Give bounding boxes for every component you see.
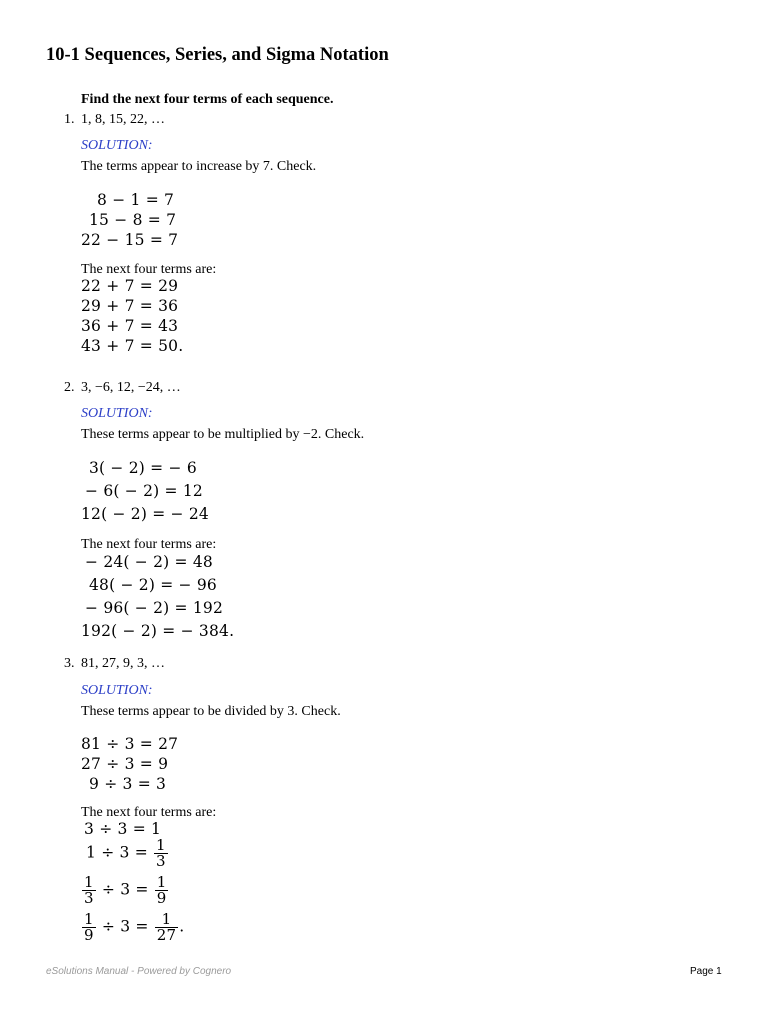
- problem-2-check-1: 3( − 2) = − 6: [89, 459, 197, 477]
- problem-2-next-term-2: 48( − 2) = − 96: [89, 576, 217, 594]
- problem-1-number: 1.: [64, 112, 75, 127]
- problem-3-sequence: 81, 27, 9, 3, …: [81, 656, 165, 671]
- problem-3-check-2: 27 ÷ 3 = 9: [81, 755, 169, 773]
- problem-2-next-term-4: 192( − 2) = − 384.: [81, 622, 235, 640]
- problem-2-next-label: The next four terms are:: [81, 537, 217, 552]
- problem-2-number: 2.: [64, 380, 75, 395]
- problem-2-next-term-3: − 96( − 2) = 192: [85, 599, 224, 617]
- fraction-one-third: [154, 838, 168, 869]
- fraction-numerator: 1: [156, 873, 167, 891]
- term-4-end: .: [179, 917, 185, 936]
- problem-3-check-3: 9 ÷ 3 = 3: [89, 775, 167, 793]
- problem-1-next-term-1: 22 + 7 = 29: [81, 277, 179, 295]
- problem-3-intro: These terms appear to be divided by 3. Check.: [81, 704, 341, 719]
- problem-2-check-3: 12( − 2) = − 24: [81, 505, 209, 523]
- term-4-middle: ÷ 3 =: [101, 917, 149, 936]
- problem-3-check-1: 81 ÷ 3 = 27: [81, 735, 179, 753]
- fraction-numerator: 1: [155, 912, 179, 928]
- problem-1-next-label: The next four terms are:: [81, 262, 217, 277]
- problem-1-check-1: 8 − 1 = 7: [97, 191, 175, 209]
- fraction-numerator: 1: [84, 910, 94, 928]
- term-3-middle: ÷ 3 =: [101, 880, 149, 899]
- problem-3-next-term-3: [81, 875, 169, 906]
- fraction-one-ninth: [82, 912, 96, 943]
- fraction-denominator: 3: [84, 889, 94, 907]
- problem-1-check-2: 15 − 8 = 7: [89, 211, 177, 229]
- problem-3-next-label: The next four terms are:: [81, 805, 217, 820]
- problem-1-next-term-3: 36 + 7 = 43: [81, 317, 179, 335]
- problem-1-intro: The terms appear to increase by 7. Check.: [81, 159, 317, 174]
- problem-2-solution-label: SOLUTION:: [81, 406, 153, 421]
- fraction-one-third: [82, 875, 96, 906]
- problem-2-intro: These terms appear to be multiplied by −2. Check.: [81, 427, 365, 442]
- fraction-denominator: 9: [156, 889, 167, 907]
- fraction-numerator: 1: [84, 873, 94, 891]
- page-title: 10-1 Sequences, Series, and Sigma Notation: [46, 45, 389, 65]
- problem-3-solution-label: SOLUTION:: [81, 683, 153, 698]
- fraction-denominator: 27: [156, 926, 177, 944]
- problem-3-next-term-2: [86, 838, 169, 869]
- problem-3-next-term-1: 3 ÷ 3 = 1: [84, 820, 162, 838]
- footer-page-number: Page 1: [690, 966, 722, 977]
- problem-2-next-term-1: − 24( − 2) = 48: [85, 553, 213, 571]
- fraction-denominator: 3: [156, 852, 166, 870]
- fraction-one-ninth: [155, 875, 169, 906]
- footer-brand: eSolutions Manual - Powered by Cognero: [46, 966, 232, 977]
- fraction-denominator: 9: [84, 926, 94, 944]
- instruction-heading: Find the next four terms of each sequence.: [81, 92, 334, 107]
- problem-1-check-3: 22 − 15 = 7: [81, 231, 179, 249]
- problem-1-next-term-2: 29 + 7 = 36: [81, 297, 179, 315]
- term-2-left: 1 ÷ 3 =: [86, 843, 148, 862]
- problem-2-check-2: − 6( − 2) = 12: [85, 482, 203, 500]
- problem-3-next-term-4: [81, 912, 184, 943]
- fraction-one-twenty-seventh: [155, 912, 179, 943]
- problem-1-next-term-4: 43 + 7 = 50.: [81, 337, 184, 355]
- problem-2-sequence: 3, −6, 12, −24, …: [81, 380, 181, 395]
- problem-1-solution-label: SOLUTION:: [81, 138, 153, 153]
- problem-1-sequence: 1, 8, 15, 22, …: [81, 112, 165, 127]
- fraction-numerator: 1: [156, 836, 166, 854]
- problem-3-number: 3.: [64, 656, 75, 671]
